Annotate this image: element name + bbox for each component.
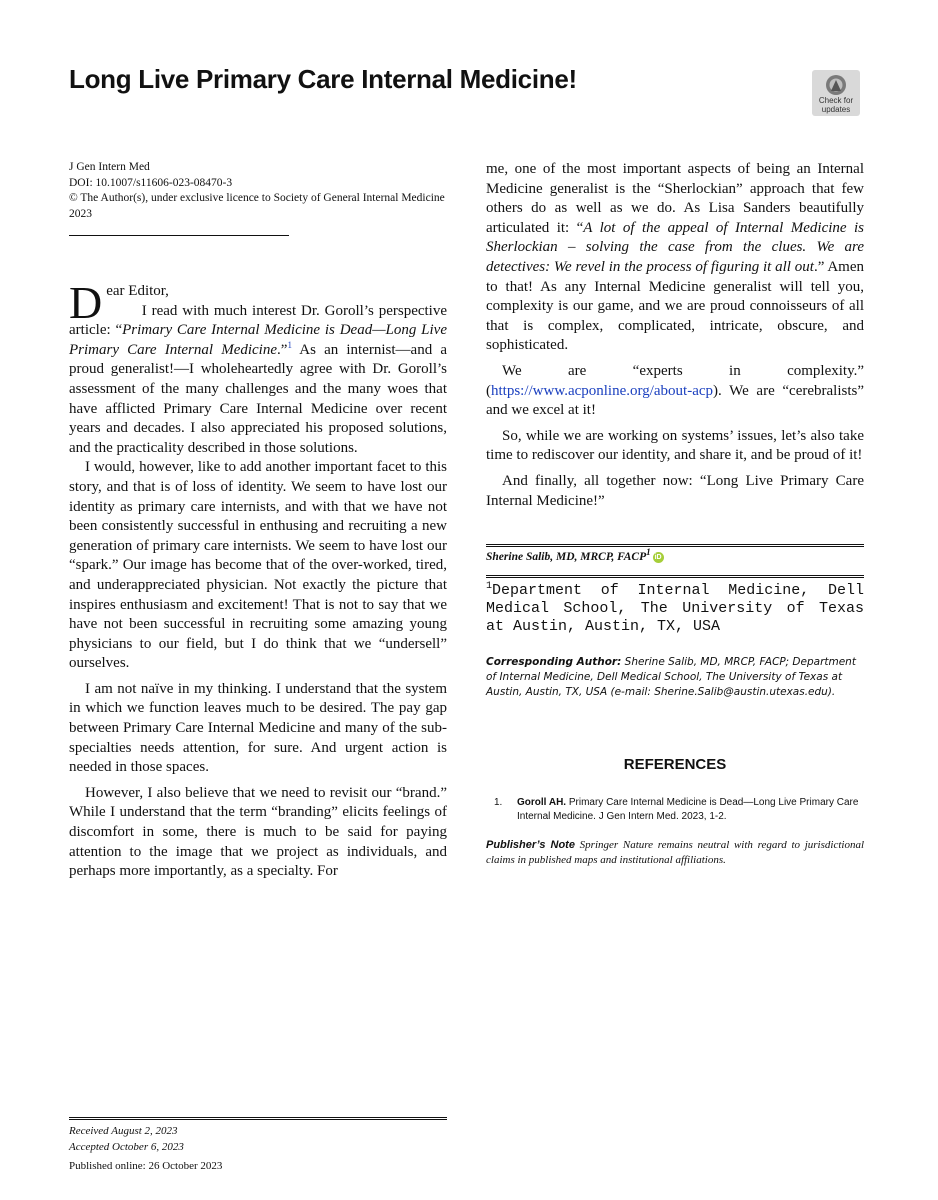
doi[interactable]: DOI: 10.1007/s11606-023-08470-3 — [69, 176, 233, 189]
drop-cap: D — [69, 277, 103, 328]
received-date: Received August 2, 2023 — [69, 1125, 178, 1137]
journal-name: J Gen Intern Med — [69, 161, 150, 173]
paragraph-3: I am not naïve in my thinking. I understand that the system in which we function leaves much to be desired. The pay gap between Primary Care Internal Medicine and many of the sub-specialties needs attention, for sure. And urgent action is needed in those spaces. — [69, 680, 447, 776]
copyright: © The Author(s), under exclusive licence to Society of General Internal Medicine 2023 — [69, 192, 445, 220]
corresponding-author: Corresponding Author: Sherine Salib, MD, MRCP, FACP; Department of Internal Medicine, Dell Medical School, The University of Texas at Austin, Austin, TX, USA (e-mail: Sherine.Salib@austin.utexas.edu). — [486, 656, 856, 698]
reference-author: Goroll AH. — [517, 797, 567, 808]
citation-1[interactable]: 1 — [287, 339, 292, 350]
corresponding-label: Corresponding Author: — [486, 656, 622, 668]
meta-divider — [69, 235, 289, 236]
paragraph-4-start: However, I also believe that we need to revisit our “brand.” While I understand that the term “branding” elicits feelings of discomfort in some, there is much to be said for paying attention to the image that we project as individuals, and perhaps more importantly, as a specialty. For — [69, 784, 447, 880]
paragraph-5: We are “experts in complexity.” (https://www.acponline.org/about-acp). We are “cerebralists” and we excel at it! — [486, 362, 864, 419]
author-line — [486, 547, 664, 563]
publication-dates — [69, 1123, 222, 1174]
published-date: Published online: 26 October 2023 — [69, 1160, 223, 1172]
check-for-updates-badge[interactable] — [812, 70, 860, 116]
author-divider-bottom — [486, 575, 864, 578]
paragraph-4-continued: me, one of the most important aspects of being an Internal Medicine generalist is the “Sherlockian” approach that few others do as well as we do. As Lisa Sanders beautifully articulated it: “A lot of the appeal of Internal Medicine is Sherlockian – solving the case from the clues. We are detectives: We revel in the process of figuring it all out.” Amen to that! As any Internal Medicine generalist will tell you, complexity is our game, and we are proud connoisseurs of all that is complex, complicated, intricate, obscure, and sophisticated. — [486, 161, 864, 354]
author-affil-marker: 1 — [646, 547, 651, 558]
author-divider-top — [486, 544, 864, 547]
footer-divider — [69, 1117, 447, 1120]
publisher-note: Publisher’s Note Springer Nature remains neutral with regard to jurisdictional claims in published maps and institutional affiliations. — [486, 839, 864, 866]
references-heading: REFERENCES — [623, 756, 727, 773]
sanders-quote: A lot of the appeal of Internal Medicine is Sherlockian – solving the case from the clues. We are detectives: We revel in the process of figuring it all out — [486, 219, 864, 275]
article-title: Long Live Primary Care Internal Medicine! — [69, 64, 577, 94]
right-column — [486, 160, 864, 511]
paragraph-6: So, while we are working on systems’ issues, let’s also take time to rediscover our identity, and share it, and be proud of it! — [486, 427, 864, 464]
reference-number: 1. — [494, 797, 503, 808]
affiliation: $^1$Department of Internal Medicine, Dell Medical School, The University of Texas at Austin, Austin, TX, USA — [486, 581, 864, 635]
article-meta — [69, 160, 449, 222]
paragraph-1: I read with much interest Dr. Goroll’s perspective article: “Primary Care Internal Medicine is Dead—Long Live Primary Care Internal Medicine.”$^1$ As an internist—and a proud generalist!—I wholeheartedly agree with Dr. Goroll’s assessment of the many challenges and the many woes that have afflicted Primary Care Internal Medicine over recent years and decades. I also appreciated his proposed solutions, and the practicality described in those solutions. — [69, 302, 448, 456]
paragraph-2: I would, however, like to add another important facet to this story, and that is of loss of identity. We seem to have lost our identity as primary care internists, and with that we have not been consistently successful in enthusing and recruiting a new generation of primary care internists. We seem to have lost our “spark.” Our image has become that of the over-worked, tired, and underappreciated physician. Not exactly the picture that inspires enthusiasm and excitement! That is not to say that we have not been successful in recruiting some amazing young physicians to our field, but I do think that we “undersell” ourselves. — [69, 459, 447, 672]
publisher-note-label: Publisher’s Note — [486, 839, 575, 851]
letter-opening — [69, 277, 448, 458]
cited-article-title: Primary Care Internal Medicine is Dead—Long Live Primary Care Internal Medicine — [69, 322, 447, 358]
left-column — [69, 277, 448, 882]
accepted-date: Accepted October 6, 2023 — [69, 1141, 184, 1153]
salutation: ear Editor, — [106, 283, 169, 299]
paragraph-7: And finally, all together now: “Long Live Primary Care Internal Medicine!” — [486, 472, 864, 509]
acp-link[interactable]: https://www.acponline.org/about-acp — [491, 382, 714, 399]
orcid-icon[interactable]: iD — [654, 554, 662, 561]
check-for-updates-icon — [825, 74, 847, 96]
badge-line-1: Check for — [818, 96, 854, 105]
badge-line-2: updates — [821, 105, 851, 114]
author-name: Sherine Salib, MD, MRCP, FACP — [486, 551, 647, 563]
reference-text: Primary Care Internal Medicine is Dead—Long Live Primary Care Internal Medicine. J Gen Intern Med. 2023, 1-2. — [517, 797, 859, 822]
reference-item[interactable] — [486, 796, 864, 824]
